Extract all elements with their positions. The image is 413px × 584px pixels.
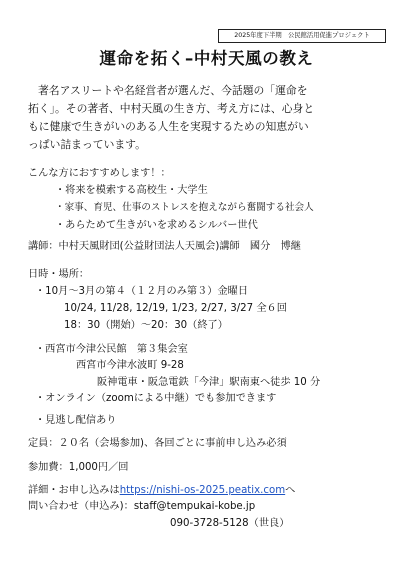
details-prefix: 詳細・お申し込みは [28,485,120,496]
venue-address: 西宮市今津水波町 9-28 [76,360,184,371]
audience-heading: こんな方におすすめします！： [28,168,171,179]
schedule-time: 18：30（開始）～20：30（終了） [64,320,228,331]
capacity-line: 定員：２０名（会場参加)、各回ごとに事前申し込み必須 [28,438,287,449]
audience-item: ・家事、育児、仕事のストレスを抱えながら奮闘する社会人 [55,202,314,213]
schedule-heading: 日時・場所： [28,269,90,280]
intro-line: 拓く」。その著者、中村天風の生き方、考え方には、心身と [28,102,315,115]
schedule-day: ・10月～3月の第４（１２月のみ第３）金曜日 [35,286,249,297]
page-title: 運命を拓く–中村天風の教え [99,49,314,68]
details-line [28,481,295,496]
schedule-dates: 10/24, 11/28, 12/19, 1/23, 2/27, 3/27 全６回 [64,303,287,314]
inquiry-line: 問い合わせ（申込み)：staff@tempukai-kobe.jp [28,501,256,512]
intro-line: もに健康で生きがいのある人生を実現するための知恵がい [28,120,309,133]
details-suffix: へ [285,485,296,496]
audience-item: ・将来を模索する高校生・大学生 [55,185,208,196]
archive-note: ・見逃し配信あり [35,415,117,426]
venue-name: ・西宮市今津公民館 第３集会室 [35,344,188,355]
lecturer-line: 講師：中村天風財団(公益財団法人天風会)講師 國分 博継 [28,241,301,252]
audience-item: ・あらためて生きがいを求めるシルバー世代 [55,220,258,231]
venue-access: 阪神電車・阪急電鉄「今津」駅南東へ徒歩 10 分 [97,377,321,388]
phone-line: 090-3728-5128（世良） [170,518,290,529]
registration-link[interactable]: https://nishi-os-2025.peatix.com [119,485,286,496]
project-tag: 2025年度下半期 公民館活用促進プロジェクト [218,29,386,43]
intro-line: っぱい詰まっています。 [28,138,146,151]
intro-line: 著名アスリートや名経営者が選んだ、今話題の「運命を [38,84,308,97]
online-note: ・オンライン（zoomによる中継）でも参加できます [35,393,277,404]
fee-line: 参加費：1,000円／回 [28,462,129,473]
